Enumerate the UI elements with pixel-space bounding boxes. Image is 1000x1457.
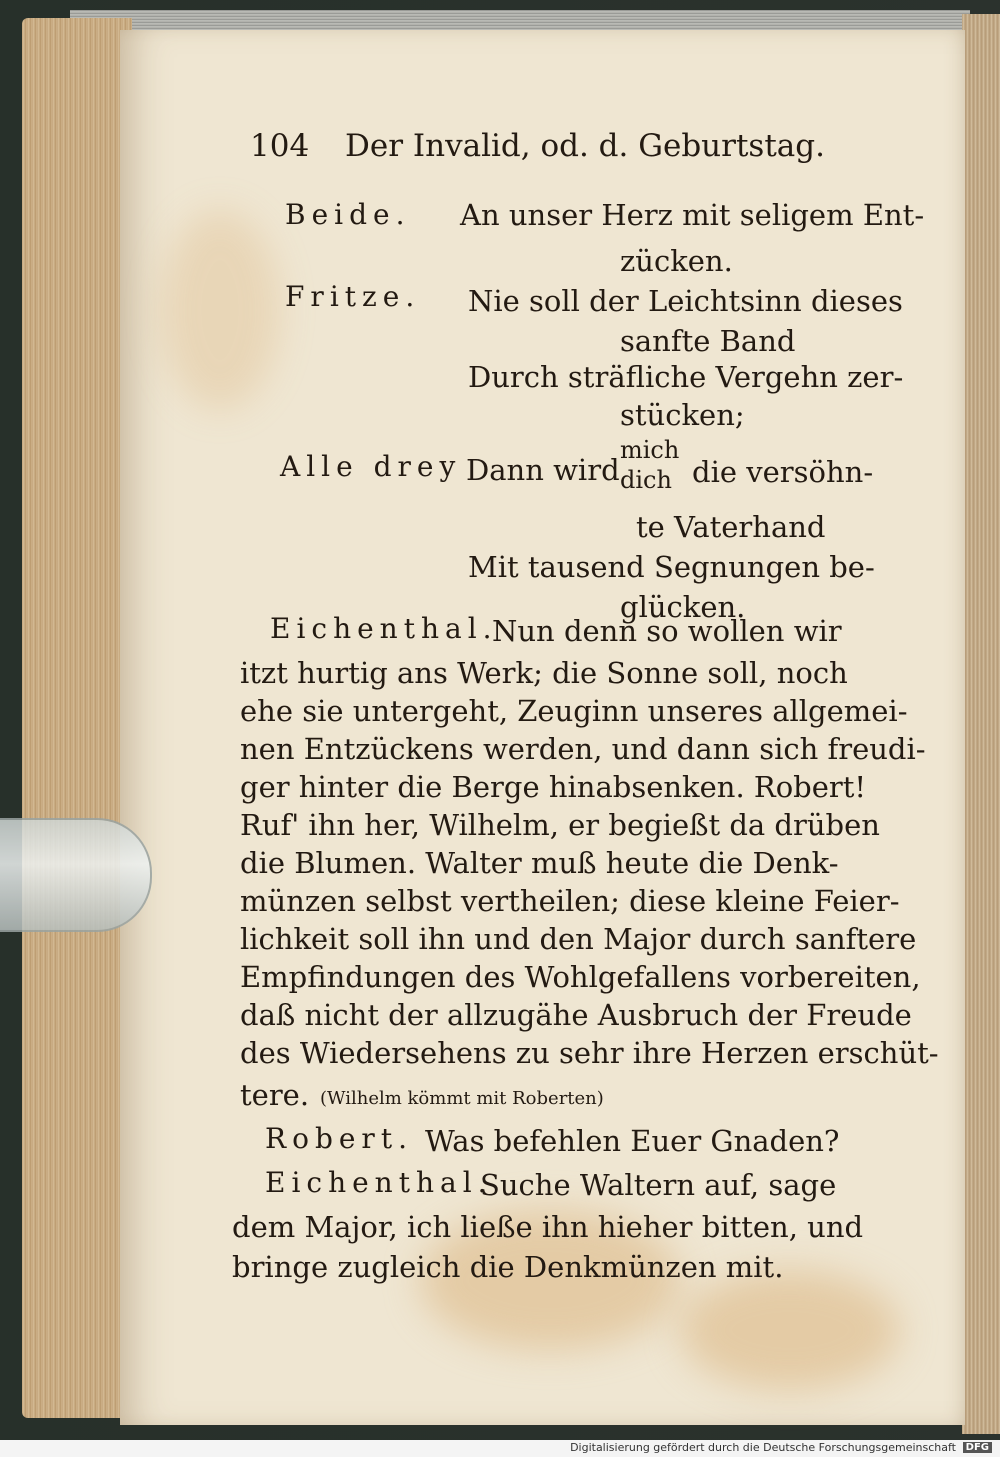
page-number: 104 [250,128,310,164]
dialogue-line: Suche Waltern auf, sage [480,1168,837,1202]
speaker-label: Robert. [265,1122,413,1155]
dialogue-line: bringe zugleich die Denkmünzen mit. [232,1250,784,1284]
prose-line: münzen selbst vertheilen; diese kleine Feier- [240,884,900,918]
page-stack-left [22,18,132,1418]
verse-line: Dann wird [466,453,620,487]
prose-line: itzt hurtig ans Werk; die Sonne soll, noch [240,656,848,690]
prose-line: die Blumen. Walter muß heute die Denk- [240,846,839,880]
dfg-logo: DFG [963,1442,992,1453]
verse-line: An unser Herz mit seligem Ent- [460,198,925,232]
verse-line: die versöhn- [692,455,874,489]
prose-line: Nun denn so wollen wir [492,614,842,648]
speaker-label: Beide. [285,198,411,231]
prose-line: Ruf' ihn her, Wilhelm, er begießt da drüben [240,808,880,842]
book-page [120,30,965,1425]
stage-direction: (Wilhelm kömmt mit Roberten) [320,1088,604,1109]
foxing-stain [160,210,280,410]
prose-line: tere. [240,1078,310,1112]
prose-line: daß nicht der allzugähe Ausbruch der Freude [240,998,912,1032]
verse-line: stücken; [620,398,745,432]
prose-line: ger hinter die Berge hinabsenken. Robert! [240,770,867,804]
verse-line: sanfte Band [620,324,796,358]
page-stack-right [962,14,1000,1434]
page-clip [0,818,152,932]
speaker-label: Eichenthal. [265,1166,493,1199]
verse-line: glücken. [620,590,746,624]
prose-line: ehe sie untergeht, Zeuginn unseres allgemei- [240,694,908,728]
verse-line: Mit tausend Segnungen be- [468,550,875,584]
prose-line: Empfindungen des Wohlgefallens vorbereiten, [240,960,921,994]
prose-line: nen Entzückens werden, und dann sich freudi- [240,732,926,766]
verse-line: te Vaterhand [636,510,826,544]
verse-line: Durch sträfliche Vergehn zer- [468,360,904,394]
foxing-stain [680,1270,900,1390]
footer-bar [0,1440,1000,1457]
verse-variant-top: mich [620,436,680,464]
verse-line: Nie soll der Leichtsinn dieses [468,284,903,318]
running-title: Der Invalid, od. d. Geburtstag. [345,128,825,164]
verse-variant-bottom: dich [620,466,672,494]
speaker-label: Fritze. [285,280,421,313]
prose-line: lichkeit soll ihn und den Major durch sanftere [240,922,917,956]
verse-line: zücken. [620,244,733,278]
funding-credit: Digitalisierung gefördert durch die Deutsche Forschungsgemeinschaft [570,1441,956,1454]
prose-line: des Wiedersehens zu sehr ihre Herzen erschüt- [240,1036,939,1070]
speaker-label: Alle drey [280,450,462,483]
dialogue-line: dem Major, ich ließe ihn hieher bitten, und [232,1210,864,1244]
speaker-label: Eichenthal. [270,612,498,645]
dialogue-line: Was befehlen Euer Gnaden? [425,1124,840,1158]
